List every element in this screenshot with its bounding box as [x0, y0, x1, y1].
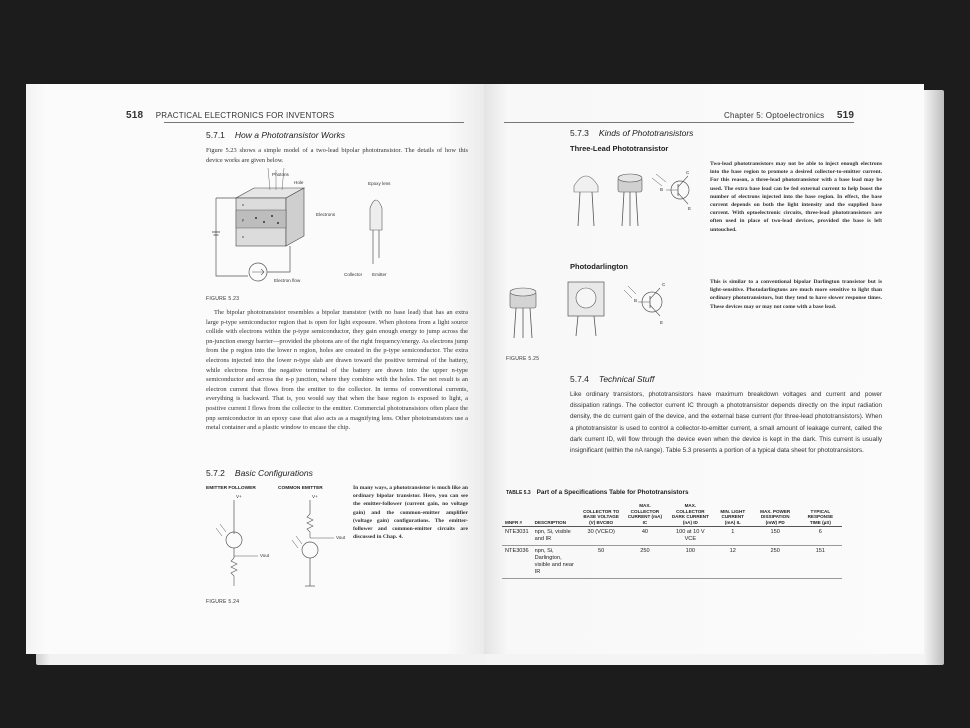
three-lead-text: Two-lead phototransistors may not be able to inject enough electrons into the base region to promote a desired collector-to-emitter current. For this reason, a three-lead phototransistor with a base lead may be used. The extra base lead can be fed external current to help boost the number of electrons injected into the base region. In effect, the base current depends on both the light intensity and the supplied base current. With optoelectronic circuits, three-lead phototransistors are often used in place of two-lead devices, provided the base is left untouched.: [710, 161, 882, 233]
table-header-cell: TYPICAL RESPONSE TIME (µS): [799, 502, 842, 527]
figure-523-caption: FIGURE 5.23: [206, 296, 240, 302]
section-572-number: 5.7.2: [206, 468, 225, 478]
table-header-cell: MAX. COLLECTOR DARK CURRENT (nA) ID: [667, 502, 714, 527]
label-emitter: Emitter: [372, 272, 387, 277]
configurations-text: In many ways, a phototransistor is much like an ordinary bipolar transistor. Here, you can see the emitter-follower (current gain, no voltage gain) and the common-emitter amplifier (voltage gain) configurations. The emitter-follower and common-emitter circuits are discussed in Chap. 4.: [353, 485, 468, 541]
open-book: [16, 84, 954, 674]
darlington-pin-c: C: [662, 282, 666, 287]
left-page-number: 518: [126, 110, 144, 121]
darlington-pin-b: B: [634, 298, 638, 303]
table-cell: 100 at 10 V VCE: [667, 527, 714, 546]
label-electron-flow: Electron flow: [274, 278, 301, 283]
svg-text:n: n: [242, 234, 245, 239]
right-page: [484, 84, 924, 654]
left-running-head: [126, 110, 334, 121]
table-cell: NTE3031: [502, 527, 532, 546]
label-hole: Hole: [294, 180, 304, 185]
photodarlington-heading: Photodarlington: [570, 262, 628, 271]
left-header-rule: [164, 122, 464, 123]
figure-525-caption: FIGURE 5.25: [506, 356, 540, 362]
figure-524-caption: FIGURE 5.24: [206, 599, 240, 605]
label-electrons: Electrons: [316, 212, 336, 217]
right-header-rule: [504, 122, 854, 123]
table-cell: 12: [714, 546, 752, 579]
left-page: [26, 84, 484, 654]
section-571-intro: Figure 5.23 shows a simple model of a two-lead bipolar phototransistor. The details of how this device works are given below.: [206, 147, 468, 164]
section-574-number: 5.7.4: [570, 374, 589, 384]
basic-configurations-circuit: [206, 494, 346, 594]
specifications-table: [502, 502, 842, 579]
table-cell: 250: [623, 546, 667, 579]
ce-vout-label: Vout: [336, 535, 346, 540]
svg-text:p: p: [242, 217, 245, 222]
table-cell: 1: [714, 527, 752, 546]
table-header-cell: MIN. LIGHT CURRENT (mA) IL: [714, 502, 752, 527]
ef-vplus-label: V+: [236, 494, 242, 499]
ce-vplus-label: V+: [312, 494, 318, 499]
table-cell: npn, Si, Darlington, visible and near IR: [532, 546, 580, 579]
table-row: [502, 546, 842, 579]
table-header-cell: COLLECTOR TO BASE VOLTAGE (V) BVCBO: [579, 502, 623, 527]
ef-vout-label: Vout: [260, 553, 270, 558]
section-571-heading: [206, 130, 345, 140]
table-cell: NTE3036: [502, 546, 532, 579]
table-header-row: [502, 502, 842, 527]
label-photons: Photons: [272, 172, 289, 177]
section-573-number: 5.7.3: [570, 128, 589, 138]
chapter-title: Chapter 5: Optoelectronics: [724, 111, 825, 120]
label-collector: Collector: [344, 272, 363, 277]
section-574-title: Technical Stuff: [598, 374, 655, 384]
right-running-head: [724, 110, 864, 121]
table-cell: 151: [799, 546, 842, 579]
table-cell: 40: [623, 527, 667, 546]
section-573-heading: [570, 128, 693, 138]
technical-stuff-paragraph: Like ordinary transistors, phototransistors have maximum breakdown voltages and current and power dissipation ratings. The collector current IC through a phototransistor depends directly on the input radiation density, the dc current gain of the device, and the external base current (for three-lead phototransistors). When a phototransistor is used to control a collector-to-emitter current, a small amount of leakage current, called the dark current ID, will flow through the device even when the device is kept in the dark. This current is usually insignificant (within the nA range). Table 5.3 presents a portion of a typical data sheet for phototransistors.: [570, 391, 882, 455]
section-572-title: Basic Configurations: [234, 468, 313, 478]
darlington-pin-e: E: [660, 320, 664, 325]
table-cell: 250: [752, 546, 799, 579]
section-571-number: 5.7.1: [206, 130, 225, 140]
table-53-label: TABLE 5.3: [506, 490, 531, 496]
table-header-cell: MNFR #: [502, 502, 532, 527]
three-lead-pin-e: E: [688, 206, 692, 211]
table-cell: 150: [752, 527, 799, 546]
table-cell: 100: [667, 546, 714, 579]
table-header-cell: MAX. POWER DISSIPATION (mW) PD: [752, 502, 799, 527]
table-row: [502, 527, 842, 546]
section-571-title: How a Phototransistor Works: [234, 130, 345, 140]
section-574-heading: [570, 374, 654, 384]
three-lead-phototransistor-drawing: [570, 156, 700, 236]
photodarlington-drawing: [504, 276, 694, 356]
table-header-cell: DESCRIPTION: [532, 502, 580, 527]
section-572-heading: [206, 468, 313, 478]
three-lead-pin-c: C: [686, 170, 690, 175]
common-emitter-label: COMMON EMITTER: [278, 486, 323, 491]
right-page-number: 519: [836, 110, 855, 121]
phototransistor-paragraph: The bipolar phototransistor resembles a bipolar transistor (with no base lead) that has an extra large p-type semiconductor region that is open for light exposure. When photons from a light source collide with electrons within the p-type semiconductor, they gain enough energy to jump across the pn-junction energy barrier—provided the photons are of the right frequency/energy. As electrons jump from the p region into the lower n region, holes are created in the p-type semiconductor. The extra electrons injected into the lower n-type slab are drawn toward the positive terminal of the battery, while electrons from the negative terminal of the battery are drawn into the upper n-type semiconductor and across the n-p junction, where they combine with the holes. The net result is an electron current that flows from the emitter to the collector. In terms of conventional currents, everything is backward. That is, you would say that when the base region is exposed to light, a positive current I flows from the collector to the emitter. Commercial phototransistors often place the pnp semiconductor in an epoxy case that also acts as a magnifying lens. Other phototransistors use a metal container and a plastic window to encase the chip.: [206, 309, 468, 432]
table-header-cell: MAX. COLLECTOR CURRENT (mA) IC: [623, 502, 667, 527]
left-book-title: PRACTICAL ELECTRONICS FOR INVENTORS: [155, 111, 335, 120]
table-cell: 50: [579, 546, 623, 579]
table-cell: 30 (VCEO): [579, 527, 623, 546]
svg-text:n: n: [242, 202, 245, 207]
table-cell: 6: [799, 527, 842, 546]
three-lead-pin-b: B: [660, 187, 664, 192]
table-53-title: Part of a Specifications Table for Phototransistors: [536, 489, 689, 496]
section-573-title: Kinds of Phototransistors: [598, 128, 694, 138]
table-cell: npn, Si, visible and IR: [532, 527, 580, 546]
label-epoxy-lens: Epoxy lens: [368, 181, 391, 186]
phototransistor-model-figure: [206, 168, 406, 288]
three-lead-heading: Three-Lead Phototransistor: [570, 144, 669, 153]
photodarlington-text: This is similar to a conventional bipolar Darlington transistor but is light-sensitive. Photodarlingtons are much more sensitive to light than ordinary phototransistors, but they tend to have slower response times. These devices may or may not come with a base lead.: [710, 279, 882, 310]
emitter-follower-label: EMITTER FOLLOWER: [206, 486, 256, 491]
table-53-caption: [506, 489, 689, 496]
